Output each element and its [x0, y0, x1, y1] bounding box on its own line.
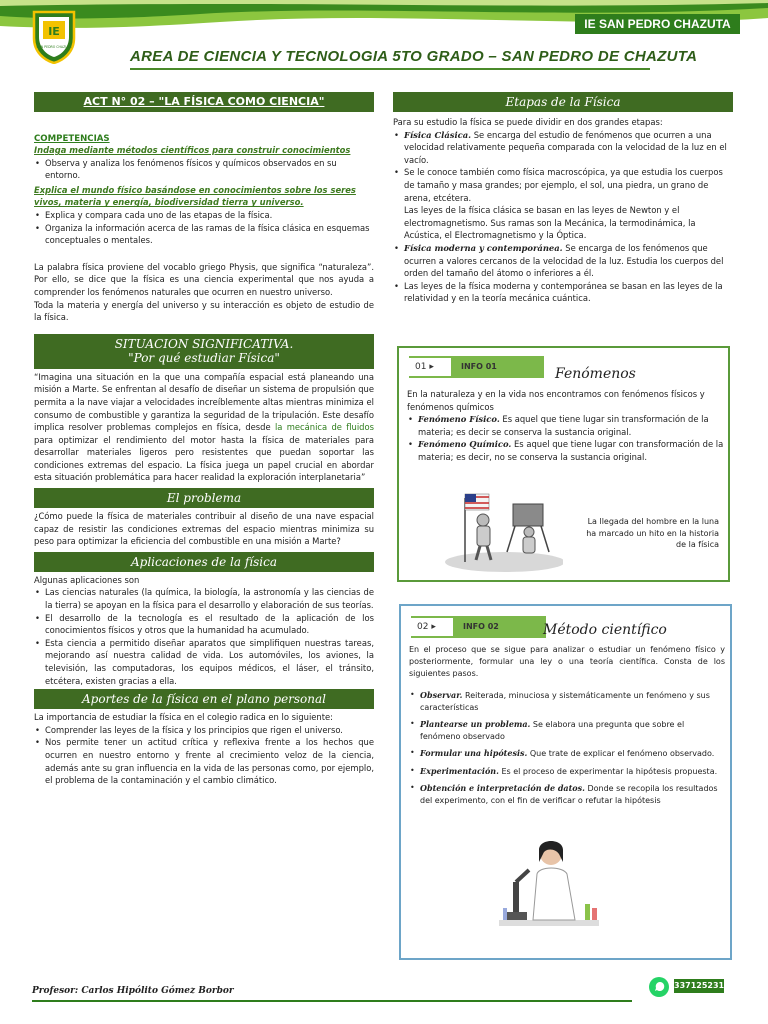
fluid-mechanics-link[interactable]: la mecánica de fluidos [274, 422, 374, 433]
info-01-tab [409, 356, 544, 378]
info-01-intro: En la naturaleza y en la vida nos encontramos con fenómenos físicos y fenómenos químicos [407, 389, 705, 412]
metodo-steps [409, 689, 725, 808]
info-02-content [409, 644, 725, 807]
moon-landing-image [443, 480, 563, 572]
etapas-list [393, 129, 733, 305]
competencia-1-list [34, 157, 374, 182]
list-item: • Se le conoce también como física macroscópica, ya que estudia los cuerpos de tamaño y masa grandes; por ejemplo, el sol, una piedra, un grano de arena, etcétera. Las leyes de la física clásica se basan en las leyes de Newton y el electromagnetismo. Sus ramas son la Mecánica, la termodinámica, la Acústica, el Electromagnetismo y la Óptica. [393, 166, 733, 242]
info-02-box [399, 604, 732, 960]
list-item: • Explica y compara cada uno de las etapas de la física. [34, 209, 374, 222]
competencias-label: COMPETENCIAS [34, 134, 110, 144]
list-item: • Esta ciencia a permitido diseñar aparatos que simplifiquen nuestras tareas, mejorando así nuestra calidad de vida. Los automóviles, los aviones, la televisión, las computadoras, los equipos médicos, el láser, el tránsito, etcétera, existen gracias a ella. [34, 637, 374, 687]
aplicaciones-intro: Algunas aplicaciones son [34, 574, 140, 585]
info-01-box [397, 346, 730, 582]
scientist-microscope-image [499, 832, 599, 932]
competencia-2: Explica el mundo físico basándose en conocimientos sobre los seres vivos, materia y energía, biodiversidad tierra y universo. [34, 184, 356, 208]
whatsapp-icon [648, 976, 670, 998]
school-tag: IE SAN PEDRO CHAZUTA 2024 [575, 14, 740, 34]
activity-title: ACT N° 02 – "LA FÍSICA COMO CIENCIA" [34, 92, 374, 112]
list-item: • Comprender las leyes de la física y los principios que rigen el universo. [34, 724, 374, 737]
competencia-1: Indaga mediante métodos científicos para construir conocimientos [34, 145, 351, 155]
list-item: • Observa y analiza los fenómenos físicos y químicos observados en su entorno. [34, 157, 374, 182]
list-item: • Física Clásica. Se encarga del estudio de fenómenos que ocurren a una velocidad relativamente pequeña comparada con la velocidad de la luz en el vacío. [393, 129, 733, 167]
intro-paragraph-1: La palabra física proviene del vocablo griego Physis, que significa “naturaleza”. Por ello, se dice que la física es una ciencia experimental que nos ayuda a comprender los fenómenos naturales que ocurren en nuestro universo. [34, 261, 374, 297]
list-item: • Nos permite tener un actitud crítica y reflexiva frente a los hechos que ocurren en nuestro entorno y frente al crecimiento veloz de la ciencia, además ante su gran influencia en la vida de las personas como, por ejemplo, el problema de la contaminación y el cambio climático. [34, 736, 374, 786]
list-item: • Obtención e interpretación de datos. Donde se recopila los resultados del experimento, con el fin de verificar o refutar la hipótesis [409, 782, 725, 807]
info-02-number: 02 ▸ [411, 618, 453, 636]
list-item: • Las ciencias naturales (la química, la biología, la astronomía y las ciencias de la tierra) se apoyan en la física para el desarrollo y elaboración de sus teorías. [34, 586, 374, 611]
situacion-title: SITUACION SIGNIFICATIVA. [114, 336, 294, 351]
list-item: • Plantearse un problema. Se elabora una pregunta que sobre el fenómeno observado [409, 718, 725, 743]
intro-paragraph-2: Toda la materia y energía del universo y su interacción es objeto de estudio de la física. [34, 299, 374, 323]
etapas-intro: Para su estudio la física se puede dividir en dos grandes etapas: [393, 117, 663, 127]
situacion-header [34, 334, 374, 369]
etapas-title: Etapas de la Física [393, 92, 733, 112]
info-01-label: INFO 01 [461, 362, 497, 371]
aplicaciones-list [34, 586, 374, 687]
list-item: • Observar. Reiterada, minuciosa y sistemáticamente un fenómeno y sus características [409, 689, 725, 714]
info-01-title: Fenómenos [555, 366, 636, 382]
situacion-text: “Imagina una situación en la que una compañía espacial está planeando una misión a Marte. Se enfrentan al desafío de diseñar un sistema de propulsión que permita a la nave viajar a velocidades increíblemente altas mientras minimiza el consumo de combustible y garantiza la seguridad de la tripulación. Este desafío implica resolver problemas complejos en física, desde la mecánica de fluidos para optimizar el rendimiento del motor hasta la física de materiales para desarrollar materiales ligeros pero resistentes que puedan soportar las condiciones extremas del espacio. La física juega un papel crucial en abordar esta situación problemática para hacer realidad la exploración interplanetaria” [34, 371, 374, 483]
footer-line [32, 1000, 632, 1002]
info-02-title: Método científico [543, 622, 667, 638]
list-item: • Organiza la información acerca de las ramas de la física clásica en esquemas conceptuales o mentales. [34, 222, 374, 247]
problema-text: ¿Cómo puede la física de materiales contribuir al diseño de una nave espacial capaz de resistir las condiciones extremas del espacio mientras minimiza su peso para optimizar la eficiencia del combustible en una misión a Marte? [34, 511, 374, 547]
problema-title: El problema [34, 488, 374, 508]
page-title: AREA DE CIENCIA Y TECNOLOGIA 5TO GRADO – SAN PEDRO DE CHAZUTA [130, 48, 698, 65]
title-underline [130, 68, 650, 70]
svg-text:SAN PEDRO CHAZUTA: SAN PEDRO CHAZUTA [36, 45, 72, 49]
right-column [393, 92, 733, 305]
school-logo [30, 8, 78, 64]
aportes-title: Aportes de la física en el plano personal [34, 689, 374, 709]
competencia-2-list [34, 209, 374, 247]
left-column [34, 92, 374, 787]
info-02-tab [411, 616, 546, 638]
situacion-subtitle: "Por qué estudiar Física" [128, 350, 280, 365]
aportes-intro: La importancia de estudiar la física en el colegio radica en lo siguiente: [34, 712, 333, 723]
list-item: • El desarrollo de la tecnología es el resultado de la aplicación de los conocimientos físicos y otros que la humanidad ha acumulado. [34, 612, 374, 637]
list-item: • Física moderna y contemporánea. Se encarga de los fenómenos que ocurren a valores cercanos de la velocidad de la luz. Estudia los cuerpos del orden del tamaño del átomo o inferiores a él. [393, 242, 733, 280]
info-02-label: INFO 02 [463, 622, 499, 631]
whatsapp-number: 337125231 [674, 979, 724, 993]
list-item: • Experimentación. Es el proceso de experimentar la hipótesis propuesta. [409, 765, 725, 778]
aportes-list [34, 724, 374, 787]
aplicaciones-title: Aplicaciones de la física [34, 552, 374, 572]
info-01-content [407, 388, 725, 464]
info-01-number: 01 ▸ [409, 358, 451, 376]
info-02-intro: En el proceso que se sigue para analizar o estudiar un fenómeno físico y posteriormente, formular una ley o una teoría científica. Consta de los siguientes pasos. [409, 645, 725, 679]
list-item: • Fenómeno Físico. Es aquel que tiene lugar sin transformación de la materia; es decir se conserva la sustancia original. [407, 413, 725, 438]
list-item: • Fenómeno Químico. Es aquel que tiene lugar con transformación de la materia; es decir, no se conserva la sustancia original. [407, 438, 725, 463]
whatsapp-contact[interactable] [648, 976, 728, 996]
list-item: • Las leyes de la física moderna y contemporánea se basan en las leyes de la relatividad y en la teoría mecánica cuántica. [393, 280, 733, 305]
moon-caption: La llegada del hombre en la luna ha marcado un hito en la historia de la física [586, 517, 719, 549]
profesor-name: Profesor: Carlos Hipólito Gómez Borbor [32, 986, 234, 996]
list-item: • Formular una hipótesis. Que trate de explicar el fenómeno observado. [409, 747, 725, 760]
svg-text:IE: IE [48, 25, 60, 38]
